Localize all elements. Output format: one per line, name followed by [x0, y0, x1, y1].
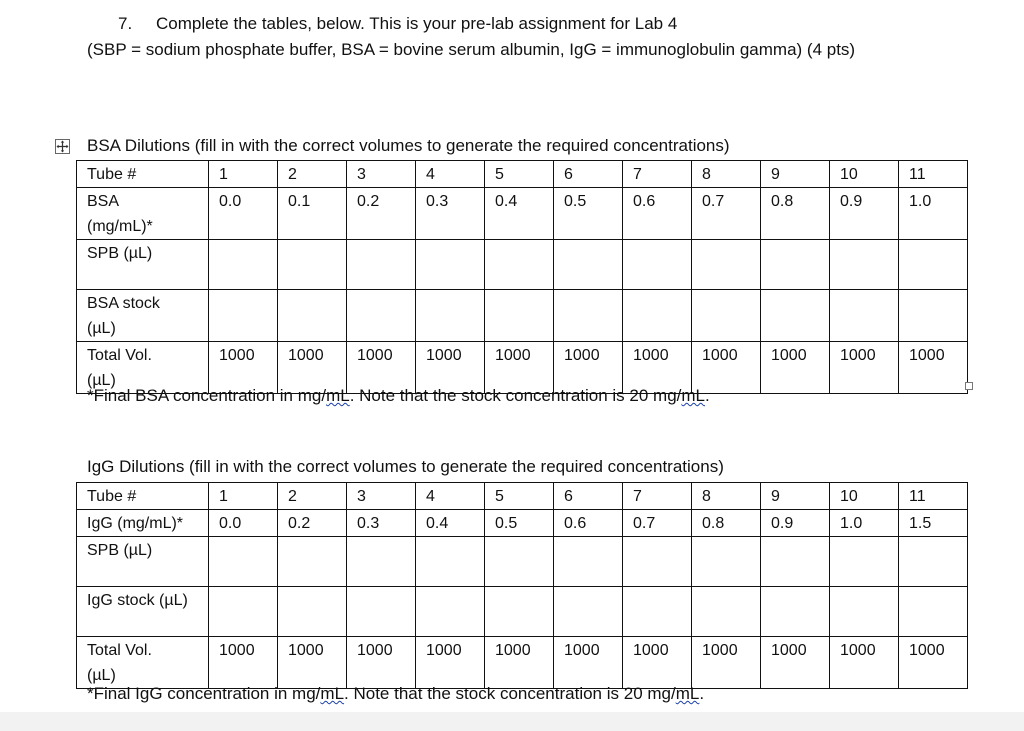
bsa-conc-cell: 0.0 [209, 188, 278, 240]
igg-stock-row [77, 587, 968, 637]
igg-total-cell: 1000 [899, 637, 968, 689]
bsa-tube-cell: 9 [761, 161, 830, 188]
bsa-conc-cell: 0.1 [278, 188, 347, 240]
bsa-tube-cell: 11 [899, 161, 968, 188]
bsa-concentration-row [77, 188, 968, 240]
bsa-spb-input-cell[interactable] [278, 240, 347, 290]
igg-tube-cell: 4 [416, 483, 485, 510]
igg-footnote-unit: mL [320, 684, 345, 703]
igg-conc-label: IgG (mg/mL)* [77, 510, 209, 537]
bsa-dilutions-table [76, 160, 968, 394]
bsa-tube-cell: 4 [416, 161, 485, 188]
igg-concentration-row [77, 510, 968, 537]
bsa-stock-input-cell[interactable] [692, 290, 761, 342]
igg-tube-cell: 5 [485, 483, 554, 510]
igg-tube-row [77, 483, 968, 510]
igg-stock-label: IgG stock (µL) [77, 587, 209, 637]
bsa-tube-cell: 10 [830, 161, 899, 188]
bsa-table-caption: BSA Dilutions (fill in with the correct volumes to generate the required concentrations) [87, 136, 730, 155]
bsa-stock-label-line2: (µL) [87, 320, 116, 337]
igg-stock-input-cell[interactable] [554, 587, 623, 637]
bsa-total-cell: 1000 [347, 342, 416, 394]
igg-tube-cell: 7 [623, 483, 692, 510]
bsa-tube-cell: 3 [347, 161, 416, 188]
igg-total-label-line2: (µL) [87, 667, 116, 684]
bsa-stock-input-cell[interactable] [485, 290, 554, 342]
bsa-footnote-unit-2: mL [681, 386, 706, 405]
igg-spb-row [77, 537, 968, 587]
igg-spb-input-cell[interactable] [830, 537, 899, 587]
igg-footnote [87, 684, 704, 704]
igg-conc-cell: 0.8 [692, 510, 761, 537]
igg-conc-cell: 0.9 [761, 510, 830, 537]
igg-tube-cell: 6 [554, 483, 623, 510]
bsa-footnote-part2: . Note that the stock concentration is 20 mg/ [349, 386, 682, 405]
bsa-footnote-unit: mL [326, 386, 350, 405]
bsa-stock-input-cell[interactable] [209, 290, 278, 342]
bsa-tube-cell: 5 [485, 161, 554, 188]
bsa-stock-input-cell[interactable] [623, 290, 692, 342]
bsa-tube-cell: 8 [692, 161, 761, 188]
bsa-stock-row [77, 290, 968, 342]
bsa-tube-cell: 6 [554, 161, 623, 188]
igg-tube-cell: 9 [761, 483, 830, 510]
bsa-tube-cell: 2 [278, 161, 347, 188]
page-bottom-edge [0, 712, 1024, 731]
bsa-conc-cell: 1.0 [899, 188, 968, 240]
igg-footnote-part2: . Note that the stock concentration is 20 mg/ [344, 684, 676, 703]
bsa-total-cell: 1000 [761, 342, 830, 394]
igg-footnote-part1: *Final IgG concentration in mg/ [87, 684, 321, 703]
igg-total-cell: 1000 [485, 637, 554, 689]
igg-tube-cell: 3 [347, 483, 416, 510]
bsa-total-cell: 1000 [416, 342, 485, 394]
bsa-conc-cell: 0.8 [761, 188, 830, 240]
bsa-footnote-end: . [705, 386, 710, 405]
bsa-stock-input-cell[interactable] [554, 290, 623, 342]
bsa-spb-input-cell[interactable] [761, 240, 830, 290]
igg-tube-label: Tube # [77, 483, 209, 510]
question-number: 7. [118, 14, 133, 33]
igg-dilutions-table [76, 482, 968, 689]
igg-total-cell: 1000 [209, 637, 278, 689]
igg-conc-cell: 0.2 [278, 510, 347, 537]
igg-stock-input-cell[interactable] [416, 587, 485, 637]
bsa-spb-input-cell[interactable] [209, 240, 278, 290]
bsa-conc-cell: 0.3 [416, 188, 485, 240]
question-line [118, 14, 677, 34]
bsa-spb-input-cell[interactable] [554, 240, 623, 290]
bsa-spb-label: SPB (µL) [77, 240, 209, 290]
bsa-conc-cell: 0.7 [692, 188, 761, 240]
igg-total-cell: 1000 [623, 637, 692, 689]
igg-stock-input-cell[interactable] [485, 587, 554, 637]
bsa-spb-input-cell[interactable] [347, 240, 416, 290]
bsa-conc-label [77, 188, 209, 240]
bsa-stock-input-cell[interactable] [761, 290, 830, 342]
bsa-total-cell: 1000 [692, 342, 761, 394]
bsa-stock-input-cell[interactable] [899, 290, 968, 342]
bsa-conc-cell: 0.5 [554, 188, 623, 240]
bsa-tube-cell: 7 [623, 161, 692, 188]
igg-conc-cell: 0.6 [554, 510, 623, 537]
bsa-total-cell: 1000 [899, 342, 968, 394]
igg-tube-cell: 10 [830, 483, 899, 510]
igg-spb-input-cell[interactable] [692, 537, 761, 587]
bsa-spb-input-cell[interactable] [623, 240, 692, 290]
igg-spb-input-cell[interactable] [416, 537, 485, 587]
bsa-conc-label-line2: (mg/mL)* [87, 218, 153, 235]
igg-tube-cell: 2 [278, 483, 347, 510]
bsa-stock-label [77, 290, 209, 342]
bsa-stock-input-cell[interactable] [830, 290, 899, 342]
bsa-total-label-line2: (µL) [87, 372, 116, 389]
bsa-tube-label: Tube # [77, 161, 209, 188]
igg-stock-input-cell[interactable] [899, 587, 968, 637]
igg-total-cell: 1000 [554, 637, 623, 689]
bsa-footnote-part1: *Final BSA concentration in mg/ [87, 386, 327, 405]
bsa-conc-cell: 0.9 [830, 188, 899, 240]
bsa-total-cell: 1000 [554, 342, 623, 394]
bsa-tube-row [77, 161, 968, 188]
igg-stock-input-cell[interactable] [830, 587, 899, 637]
bsa-total-cell: 1000 [278, 342, 347, 394]
igg-conc-cell: 1.0 [830, 510, 899, 537]
igg-conc-cell: 0.5 [485, 510, 554, 537]
bsa-total-cell: 1000 [485, 342, 554, 394]
igg-tube-cell: 1 [209, 483, 278, 510]
igg-conc-cell: 1.5 [899, 510, 968, 537]
bsa-spb-row [77, 240, 968, 290]
igg-spb-input-cell[interactable] [761, 537, 830, 587]
bsa-stock-input-cell[interactable] [278, 290, 347, 342]
igg-conc-cell: 0.0 [209, 510, 278, 537]
bsa-conc-cell: 0.4 [485, 188, 554, 240]
igg-total-cell: 1000 [830, 637, 899, 689]
igg-total-row [77, 637, 968, 689]
igg-total-label-line1: Total Vol. [87, 642, 152, 659]
bsa-conc-cell: 0.6 [623, 188, 692, 240]
igg-total-cell: 1000 [278, 637, 347, 689]
igg-spb-label: SPB (µL) [77, 537, 209, 587]
bsa-total-cell: 1000 [209, 342, 278, 394]
igg-total-cell: 1000 [761, 637, 830, 689]
igg-spb-input-cell[interactable] [209, 537, 278, 587]
igg-tube-cell: 11 [899, 483, 968, 510]
igg-spb-input-cell[interactable] [623, 537, 692, 587]
igg-tube-cell: 8 [692, 483, 761, 510]
igg-total-cell: 1000 [347, 637, 416, 689]
table-move-handle-icon[interactable] [55, 139, 70, 154]
igg-spb-input-cell[interactable] [485, 537, 554, 587]
igg-conc-cell: 0.7 [623, 510, 692, 537]
bsa-spb-input-cell[interactable] [485, 240, 554, 290]
igg-stock-input-cell[interactable] [209, 587, 278, 637]
igg-spb-input-cell[interactable] [554, 537, 623, 587]
igg-total-label [77, 637, 209, 689]
igg-footnote-end: . [699, 684, 705, 703]
igg-stock-input-cell[interactable] [623, 587, 692, 637]
igg-stock-input-cell[interactable] [278, 587, 347, 637]
bsa-stock-label-line1: BSA stock [87, 295, 160, 312]
bsa-total-cell: 1000 [830, 342, 899, 394]
bsa-spb-input-cell[interactable] [692, 240, 761, 290]
igg-conc-cell: 0.4 [416, 510, 485, 537]
bsa-conc-cell: 0.2 [347, 188, 416, 240]
igg-stock-input-cell[interactable] [761, 587, 830, 637]
igg-conc-cell: 0.3 [347, 510, 416, 537]
igg-footnote-unit-2: mL [675, 684, 700, 703]
bsa-conc-label-line1: BSA [87, 193, 120, 210]
igg-total-cell: 1000 [692, 637, 761, 689]
question-text: Complete the tables, below. This is your pre-lab assignment for Lab 4 [156, 14, 678, 33]
igg-total-cell: 1000 [416, 637, 485, 689]
table-resize-handle[interactable] [965, 382, 973, 390]
bsa-stock-input-cell[interactable] [347, 290, 416, 342]
bsa-total-cell: 1000 [623, 342, 692, 394]
bsa-spb-input-cell[interactable] [830, 240, 899, 290]
igg-spb-input-cell[interactable] [278, 537, 347, 587]
bsa-total-label-line1: Total Vol. [87, 347, 152, 364]
igg-table-caption: IgG Dilutions (fill in with the correct volumes to generate the required concentrations) [87, 457, 724, 476]
bsa-tube-cell: 1 [209, 161, 278, 188]
igg-spb-input-cell[interactable] [347, 537, 416, 587]
bsa-spb-input-cell[interactable] [416, 240, 485, 290]
igg-stock-input-cell[interactable] [347, 587, 416, 637]
bsa-footnote [87, 386, 710, 406]
bsa-stock-input-cell[interactable] [416, 290, 485, 342]
abbreviations-line: (SBP = sodium phosphate buffer, BSA = bovine serum albumin, IgG = immunoglobulin gamma) (4 pts) [87, 40, 856, 59]
bsa-spb-input-cell[interactable] [899, 240, 968, 290]
igg-spb-input-cell[interactable] [899, 537, 968, 587]
igg-stock-input-cell[interactable] [692, 587, 761, 637]
